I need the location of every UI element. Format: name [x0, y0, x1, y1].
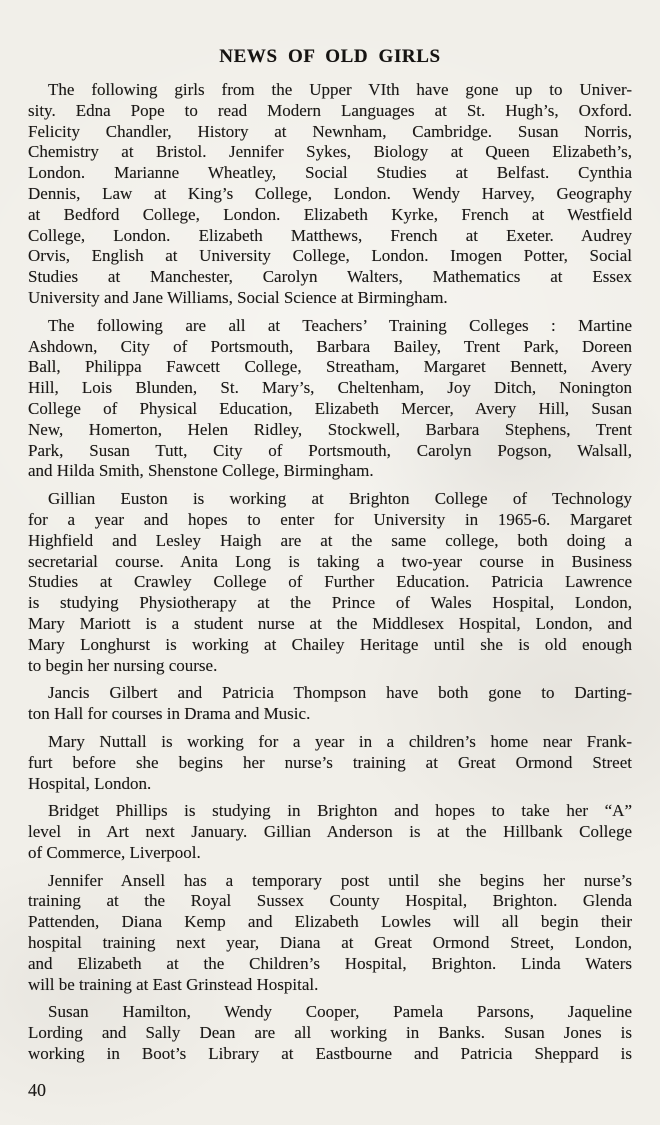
text-line: College of Physical Education, Elizabeth Mercer, Avery Hill, Susan [28, 398, 632, 418]
text-line: New, Homerton, Helen Ridley, Stockwell, Barbara Stephens, Trent [28, 419, 632, 439]
paragraph [28, 732, 632, 794]
text-line: Lording and Sally Dean are all working in Banks. Susan Jones is [28, 1023, 632, 1043]
text-line: Jancis Gilbert and Patricia Thompson have both gone to Darting- [48, 683, 632, 703]
text-line: Pattenden, Diana Kemp and Elizabeth Lowles will all begin their [28, 912, 632, 932]
text-line: Highfield and Lesley Haigh are at the same college, both doing a [28, 530, 632, 550]
text-line: Gillian Euston is working at Brighton College of Technology [48, 489, 632, 509]
text-line: Studies at Manchester, Carolyn Walters, Mathematics at Essex [28, 267, 632, 287]
article-body [28, 80, 632, 1065]
text-line: University and Jane Williams, Social Science at Birmingham. [28, 287, 448, 307]
paragraph [28, 316, 632, 482]
paragraph [28, 801, 632, 863]
text-line: sity. Edna Pope to read Modern Languages at St. Hugh’s, Oxford. [28, 100, 632, 120]
text-line: Jennifer Ansell has a temporary post until she begins her nurse’s [48, 870, 632, 890]
text-column [28, 46, 632, 1072]
page-title: NEWS OF OLD GIRLS [219, 46, 441, 67]
text-line: secretarial course. Anita Long is taking a two-year course in Business [28, 551, 632, 571]
text-line: Hill, Lois Blunden, St. Mary’s, Cheltenham, Joy Ditch, Nonington [28, 378, 632, 398]
text-line: working in Boot’s Library at Eastbourne and Patricia Sheppard is [28, 1044, 632, 1064]
text-line: training at the Royal Sussex County Hospital, Brighton. Glenda [28, 891, 632, 911]
text-line: Mary Nuttall is working for a year in a children’s home near Frank- [48, 731, 632, 751]
text-line: Felicity Chandler, History at Newnham, Cambridge. Susan Norris, [28, 121, 632, 141]
paragraph [28, 871, 632, 996]
text-line: will be training at East Grinstead Hospital. [28, 974, 319, 994]
text-line: Hospital, London. [28, 773, 152, 793]
text-line: Park, Susan Tutt, City of Portsmouth, Carolyn Pogson, Walsall, [28, 440, 632, 460]
paragraph [28, 80, 632, 309]
page-number: 40 [28, 1080, 46, 1100]
paragraph [28, 683, 632, 725]
text-line: Dennis, Law at King’s College, London. Wendy Harvey, Geography [28, 183, 632, 203]
text-line: and Hilda Smith, Shenstone College, Birmingham. [28, 461, 374, 481]
text-line: The following girls from the Upper VIth have gone up to Univer- [48, 80, 632, 99]
text-line: Ball, Philippa Fawcett College, Streatham, Margaret Bennett, Avery [28, 357, 632, 377]
text-line: Orvis, English at University College, London. Imogen Potter, Social [28, 246, 632, 266]
text-line: Chemistry at Bristol. Jennifer Sykes, Biology at Queen Elizabeth’s, [28, 142, 632, 162]
text-line: for a year and hopes to enter for University in 1965-6. Margaret [28, 509, 632, 529]
text-line: to begin her nursing course. [28, 655, 218, 675]
text-line: Ashdown, City of Portsmouth, Barbara Bailey, Trent Park, Doreen [28, 336, 632, 356]
text-line: level in Art next January. Gillian Anderson is at the Hillbank College [28, 822, 632, 842]
text-line: hospital training next year, Diana at Great Ormond Street, London, [28, 933, 632, 953]
text-line: Studies at Crawley College of Further Education. Patricia Lawrence [28, 572, 632, 592]
text-line: furt before she begins her nurse’s training at Great Ormond Street [28, 752, 632, 772]
text-line: Mary Mariott is a student nurse at the Middlesex Hospital, London, and [28, 613, 632, 633]
text-line: of Commerce, Liverpool. [28, 842, 201, 862]
text-line: and Elizabeth at the Children’s Hospital, Brighton. Linda Waters [28, 953, 632, 973]
text-line: College, London. Elizabeth Matthews, French at Exeter. Audrey [28, 225, 632, 245]
paragraph [28, 1002, 632, 1064]
text-line: Mary Longhurst is working at Chailey Heritage until she is old enough [28, 634, 632, 654]
text-line: The following are all at Teachers’ Training Colleges : Martine [48, 315, 632, 335]
paragraph [28, 489, 632, 676]
text-line: Bridget Phillips is studying in Brighton and hopes to take her “A” [48, 801, 632, 821]
text-line: at Bedford College, London. Elizabeth Kyrke, French at Westfield [28, 204, 632, 224]
text-line: ton Hall for courses in Drama and Music. [28, 704, 311, 724]
text-line: is studying Physiotherapy at the Prince of Wales Hospital, London, [28, 593, 632, 613]
text-line: Susan Hamilton, Wendy Cooper, Pamela Parsons, Jaqueline [48, 1002, 632, 1022]
text-line: London. Marianne Wheatley, Social Studies at Belfast. Cynthia [28, 163, 632, 183]
